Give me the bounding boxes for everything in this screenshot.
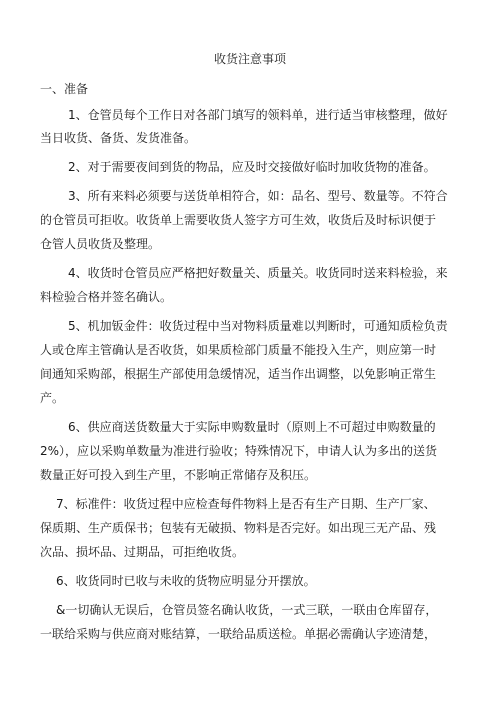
- document-title: 收货注意事项: [213, 52, 286, 66]
- item-3-line-1: 3、所有来料必须要与送货单相符合，如：品名、型号、数量等。不符合: [68, 189, 448, 203]
- item-3-line-2: 的仓管员可拒收。收货单上需要收货人签字方可生效，收货后及时标识便于: [40, 213, 437, 227]
- item-5-line-3: 间通知采购部，根据生产部使用急缓情况，适当作出调整，以免影响正常生: [40, 367, 437, 381]
- item-5-line-4: 产。: [40, 391, 65, 405]
- item-3-line-3: 仓管人员收货及整理。: [40, 237, 161, 251]
- item-1-line-1: 1、仓管员每个工作日对各部门填写的领料单，进行适当审核整理，做好: [68, 108, 448, 122]
- item-2-line-1: 2、对于需要夜间到货的物品，应及时交接做好临时加收货物的准备。: [68, 160, 436, 174]
- item-7-line-1: 7、标准件：收货过程中应检查每件物料上是否有生产日期、生产厂家、: [56, 497, 436, 511]
- item-4-line-1: 4、收货时仓管员应严格把好数量关、质量关。收货同时送来料检验，来: [68, 266, 448, 280]
- section-heading: 一、准备: [40, 82, 89, 96]
- item-9-line-2: 一联给采购与供应商对账结算，一联给品质送检。单据必需确认字迹清楚，: [40, 627, 437, 641]
- item-6-line-1: 6、供应商送货数量大于实际申购数量时（原则上不可超过申购数量的: [68, 420, 436, 434]
- item-7-line-2: 保质期、生产质保书；包装有无破损、物料是否完好。如出现三无产品、残: [40, 521, 437, 535]
- item-7-line-3: 次品、损坏品、过期品，可拒绝收货。: [40, 545, 245, 559]
- item-6-line-3: 数量正好可投入到生产里，不影响正常储存及积压。: [40, 468, 317, 482]
- item-5-line-2: 人或仓库主管确认是否收货，如果质检部门质量不能投入生产，则应第一时: [40, 343, 437, 357]
- item-5-line-1: 5、机加钣金件：收货过程中当对物料质量难以判断时，可通知质检负责: [68, 319, 448, 333]
- item-8-line-1: 6、收货同时已收与未收的货物应明显分开摆放。: [56, 574, 316, 588]
- item-9-line-1: &一切确认无误后，仓管员签名确认收货，一式三联，一联由仓库留存，: [56, 603, 438, 617]
- item-6-line-2: 2%），应以采购单数量为准进行验收；特殊情况下，申请人认为多出的送货: [40, 444, 438, 458]
- item-4-line-2: 料检验合格并签名确认。: [40, 290, 173, 304]
- item-1-line-2: 当日收货、备货、发货准备。: [40, 131, 197, 145]
